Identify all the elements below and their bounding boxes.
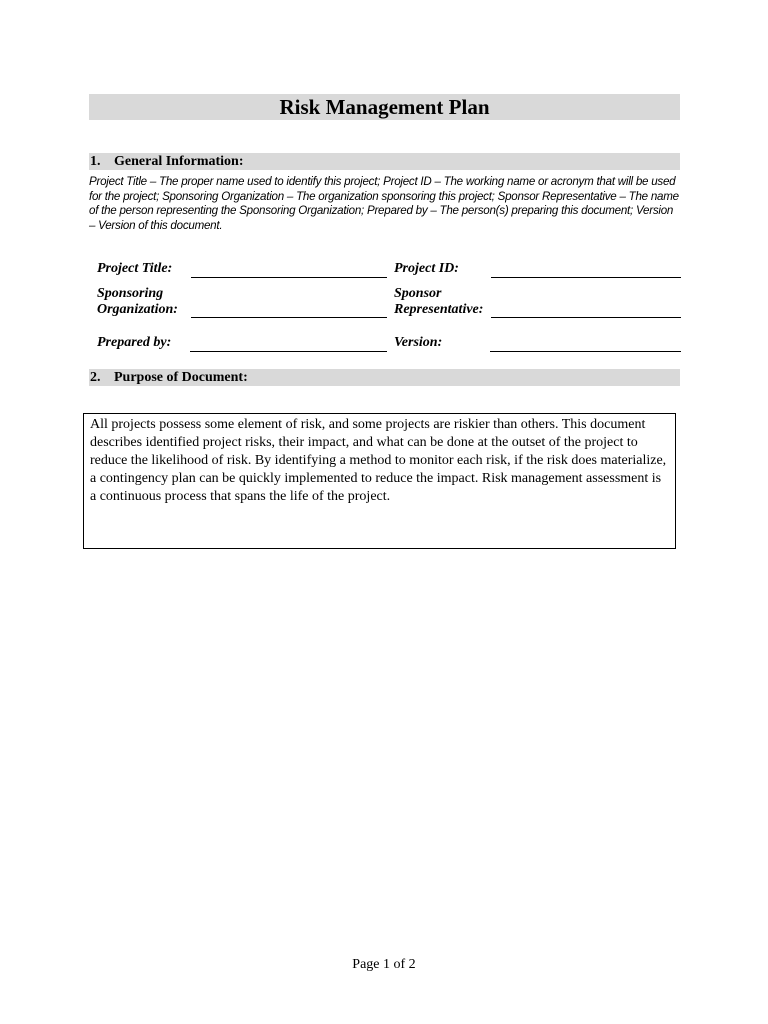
version-field[interactable] (490, 351, 681, 352)
section-heading: General Information: (114, 154, 244, 169)
page-footer: Page 1 of 2 (352, 957, 416, 972)
purpose-text-box[interactable] (83, 413, 676, 549)
prepared-by-label: Prepared by: (97, 335, 172, 350)
project-id-label: Project ID: (394, 261, 459, 276)
sponsor-rep-field[interactable] (491, 317, 681, 318)
document-title: Risk Management Plan (89, 94, 680, 120)
project-id-field[interactable] (491, 277, 681, 278)
section-general-header (89, 153, 680, 170)
sponsor-rep-label-line1: Sponsor (394, 286, 442, 301)
purpose-text: All projects possess some element of risk, and some projects are riskier than others. This document describes identified project risks, their impact, and what can be done at the outset of the project to reduce the likelihood of risk. By identifying a method to monitor each risk, if the risk does materialize, a contingency plan can be quickly implemented to reduce the impact. Risk management assessment is a continuous process that spans the life of the project. (90, 417, 667, 504)
section-purpose-header (89, 369, 680, 386)
prepared-by-field[interactable] (190, 351, 387, 352)
section-heading: Purpose of Document: (114, 370, 248, 385)
version-label: Version: (394, 335, 443, 350)
project-title-label: Project Title: (97, 261, 173, 276)
section-number: 1. (90, 154, 101, 169)
sponsor-rep-label-line2: Representative: (394, 302, 484, 317)
sponsoring-org-label-line1: Sponsoring (97, 286, 164, 301)
general-instructions: Project Title – The proper name used to identify this project; Project ID – The working name or acronym that will be used for the project; Sponsoring Organization – The organization sponsoring this project; Sponsor Representative – The name of the person representing the Sponsoring Organization; Prepared by – The person(s) preparing this document; Version – Version of this document. (89, 175, 679, 232)
section-number: 2. (90, 370, 101, 385)
sponsor-rep-label (394, 286, 483, 318)
project-title-field[interactable] (191, 277, 387, 278)
sponsoring-org-label-line2: Organization: (97, 302, 178, 317)
sponsoring-org-field[interactable] (191, 317, 387, 318)
sponsoring-org-label (97, 286, 178, 318)
